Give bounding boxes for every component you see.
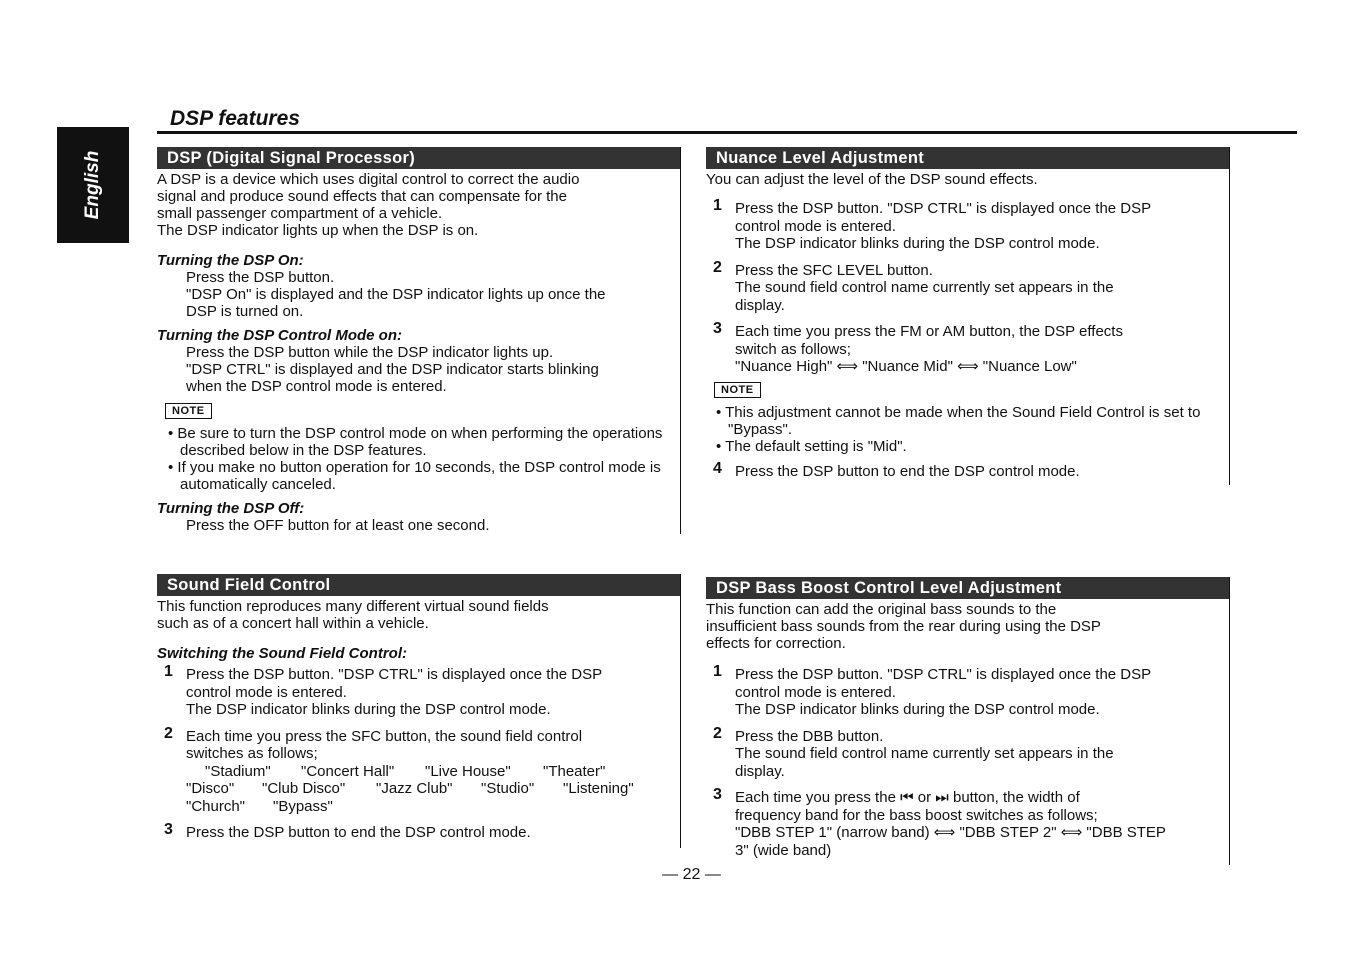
sfc-option: "Bypass" <box>273 797 333 815</box>
intro-line: small passenger compartment of a vehicle. <box>157 205 443 222</box>
text-line <box>735 789 1229 807</box>
sfc-option: "Jazz Club" <box>376 780 453 797</box>
dbb-step-2 <box>706 724 1229 781</box>
text-fragment: Each time you press the <box>735 789 901 806</box>
step-number: 3 <box>164 821 173 838</box>
dbb-sequence <box>735 824 1229 842</box>
intro-line: This function can add the original bass sounds to the <box>706 601 1057 618</box>
sfc-options-row <box>186 798 680 816</box>
nuance-step-4 <box>706 459 1229 481</box>
step-number: 2 <box>713 724 722 742</box>
text-fragment: or <box>913 789 936 806</box>
intro-line: such as of a concert hall within a vehicle. <box>157 615 429 632</box>
text-line: control mode is entered. <box>186 683 347 701</box>
text-line: Press the DSP button while the DSP indicator lights up. <box>186 344 554 361</box>
text-line: "DSP CTRL" is displayed and the DSP indicator starts blinking <box>186 361 599 378</box>
nuance-intro: You can adjust the level of the DSP sound effects. <box>706 171 1038 188</box>
language-tab <box>57 127 129 243</box>
text-line: Press the SFC LEVEL button. <box>735 261 933 279</box>
sfc-option: "Listening" <box>563 780 634 797</box>
text-line: 3" (wide band) <box>735 841 832 859</box>
previous-track-icon: ⏮ <box>900 789 914 806</box>
text-line: The DSP indicator blinks during the DSP control mode. <box>735 701 1100 718</box>
text-line: The DSP indicator blinks during the DSP control mode. <box>186 701 551 718</box>
next-track-icon: ⏭ <box>935 789 949 806</box>
sfc-option: "Live House" <box>425 762 511 780</box>
intro-line: This function reproduces many different virtual sound fields <box>157 598 549 615</box>
step-number: 3 <box>713 320 722 337</box>
page-number: — 22 — <box>662 866 721 883</box>
nuance-option: "Nuance Mid" <box>862 358 953 375</box>
nuance-step-3 <box>706 320 1229 376</box>
dbb-option: "DBB STEP 2" <box>959 824 1057 841</box>
text-line: Each time you press the SFC button, the sound field control <box>186 727 583 745</box>
dsp-on-title: Turning the DSP On: <box>157 252 304 269</box>
nuance-sequence <box>735 358 1229 376</box>
dsp-ctrl-title: Turning the DSP Control Mode on: <box>157 327 402 344</box>
step-number: 2 <box>713 258 722 276</box>
dbb-step-1 <box>706 663 1229 719</box>
sfc-option: "Church" <box>186 797 246 815</box>
text-line: display. <box>735 762 785 780</box>
step-number: 1 <box>713 663 722 680</box>
sfc-option: "Stadium" <box>205 762 271 780</box>
text-line: Press the DSP button. <box>186 269 335 286</box>
text-line: DSP is turned on. <box>186 303 304 320</box>
text-line: The sound field control name currently set appears in the <box>735 279 1114 296</box>
sfc-heading: Sound Field Control <box>157 574 680 596</box>
step-number: 2 <box>164 724 173 742</box>
sfc-step-2 <box>157 724 680 816</box>
step-number: 4 <box>713 459 722 477</box>
dsp-on-text <box>157 269 680 320</box>
sfc-option: "Theater" <box>543 762 606 780</box>
text-line: switch as follows; <box>735 340 851 358</box>
nuance-option: "Nuance High" <box>735 358 833 375</box>
dbb-step-3 <box>706 786 1229 859</box>
text-line: Press the DBB button. <box>735 727 884 745</box>
dbb-option: "DBB STEP <box>1086 824 1166 841</box>
text-line: Press the DSP button. "DSP CTRL" is displayed once the DSP <box>735 200 1152 217</box>
step-number: 1 <box>164 663 173 680</box>
text-line: Each time you press the FM or AM button, the DSP effects <box>735 323 1123 340</box>
page-title: DSP features <box>170 107 300 130</box>
intro-line: The DSP indicator lights up when the DSP is on. <box>157 222 479 239</box>
sfc-step-1 <box>157 663 680 719</box>
step-number: 1 <box>713 197 722 214</box>
text-line: frequency band for the bass boost switches as follows; <box>735 806 1098 824</box>
dsp-off-text: Press the OFF button for at least one second. <box>186 517 490 534</box>
text-line: Press the DSP button to end the DSP control mode. <box>186 824 531 841</box>
text-line: Press the DSP button. "DSP CTRL" is displayed once the DSP <box>186 666 603 683</box>
title-rule <box>157 131 1297 134</box>
dsp-heading: DSP (Digital Signal Processor) <box>157 147 680 169</box>
text-line: Press the DSP button to end the DSP control mode. <box>735 462 1080 480</box>
dsp-section <box>157 147 681 534</box>
sfc-option: "Studio" <box>481 780 535 797</box>
note-item: • This adjustment cannot be made when the Sound Field Control is set to "Bypass". <box>716 403 1201 438</box>
double-arrow-icon: ⟺ <box>933 824 956 841</box>
double-arrow-icon: ⟺ <box>1060 824 1083 841</box>
nuance-step-2 <box>706 258 1229 315</box>
text-line: control mode is entered. <box>735 683 896 701</box>
note-label: NOTE <box>165 403 212 419</box>
text-line: The sound field control name currently set appears in the <box>735 745 1114 762</box>
text-fragment: button, the width of <box>948 789 1080 806</box>
dbb-intro <box>706 601 1229 652</box>
text-line: display. <box>735 296 785 314</box>
text-line: Press the DSP button. "DSP CTRL" is displayed once the DSP <box>735 666 1152 683</box>
sfc-option: "Club Disco" <box>262 780 346 797</box>
sfc-options-row <box>186 763 680 781</box>
text-line: when the DSP control mode is entered. <box>186 378 447 395</box>
text-line: "DSP On" is displayed and the DSP indicator lights up once the <box>186 286 606 303</box>
sfc-option: "Concert Hall" <box>301 762 395 780</box>
dbb-option: "DBB STEP 1" (narrow band) <box>735 824 930 841</box>
note-item: • If you make no button operation for 10 seconds, the DSP control mode is automatically canceled. <box>168 459 661 493</box>
text-line: control mode is entered. <box>735 217 896 235</box>
dbb-heading: DSP Bass Boost Control Level Adjustment <box>706 577 1229 599</box>
dsp-intro <box>157 171 680 239</box>
dbb-section <box>706 577 1230 865</box>
note-item: • The default setting is "Mid". <box>716 437 907 455</box>
sfc-intro <box>157 598 680 632</box>
nuance-option: "Nuance Low" <box>982 358 1077 375</box>
note-item: • Be sure to turn the DSP control mode on when performing the operations described below in the DSP features. <box>168 425 663 459</box>
text-line: switches as follows; <box>186 745 318 762</box>
text-line: The DSP indicator blinks during the DSP control mode. <box>735 235 1100 252</box>
language-tab-label: English <box>82 150 103 220</box>
sfc-option: "Disco" <box>186 780 235 797</box>
sfc-options-row <box>186 780 680 798</box>
double-arrow-icon: ⟺ <box>957 358 979 375</box>
dsp-off-title: Turning the DSP Off: <box>157 500 305 517</box>
nuance-heading: Nuance Level Adjustment <box>706 147 1229 169</box>
intro-line: signal and produce sound effects that can compensate for the <box>157 188 567 205</box>
nuance-step-1 <box>706 197 1229 253</box>
dsp-ctrl-text <box>157 344 680 395</box>
sfc-section <box>157 574 681 848</box>
nuance-section <box>706 147 1230 485</box>
note-label: NOTE <box>714 382 761 398</box>
intro-line: insufficient bass sounds from the rear during using the DSP <box>706 618 1101 635</box>
sfc-step-3 <box>157 821 680 842</box>
double-arrow-icon: ⟺ <box>836 358 859 375</box>
sfc-sub-title: Switching the Sound Field Control: <box>157 645 407 662</box>
intro-line: effects for correction. <box>706 635 846 652</box>
intro-line: A DSP is a device which uses digital control to correct the audio <box>157 171 580 188</box>
step-number: 3 <box>713 786 722 803</box>
